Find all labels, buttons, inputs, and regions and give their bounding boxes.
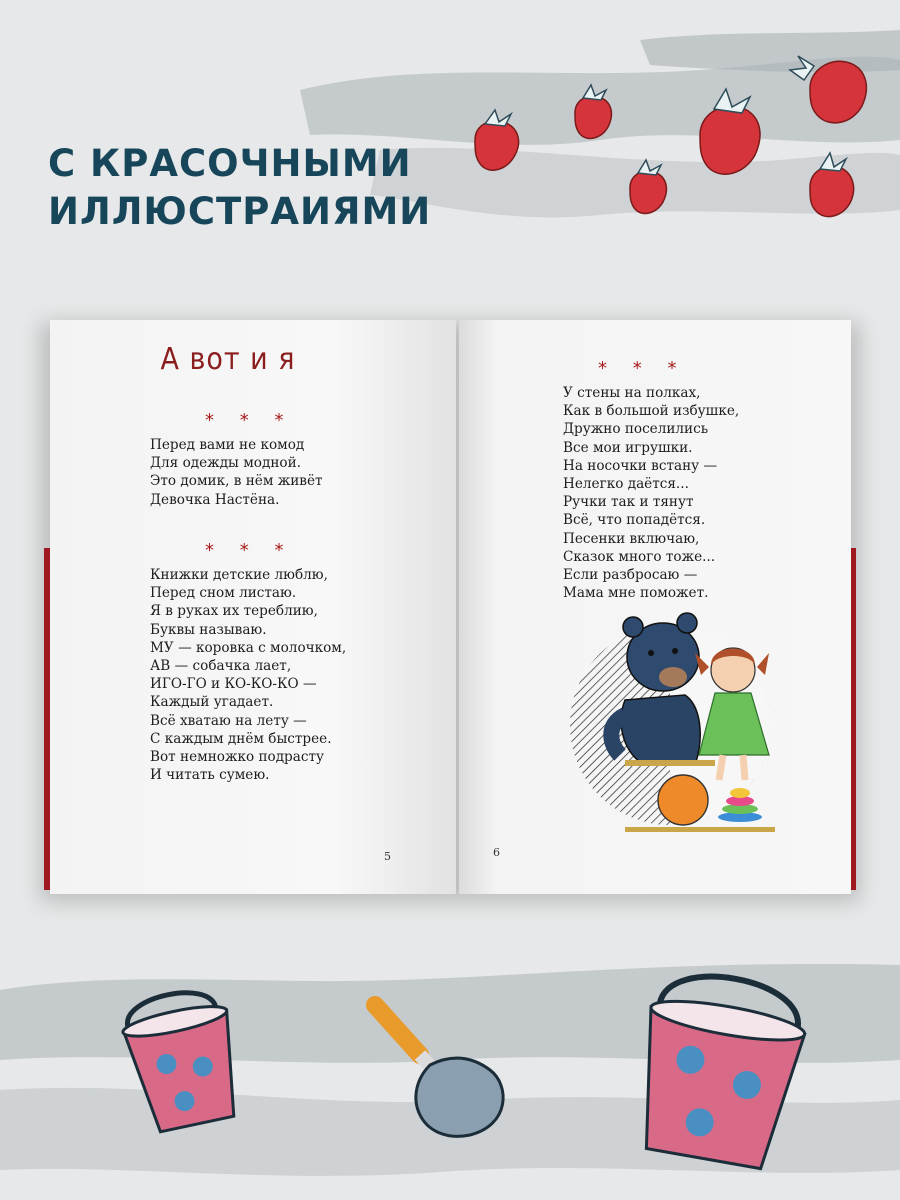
cover-edge-right (851, 548, 856, 890)
headline-line-2: ИЛЛЮСТРАИЯМИ (48, 190, 432, 233)
bucket-right (630, 955, 810, 1175)
page-number-left: 5 (384, 850, 391, 863)
poem-line: Песенки включаю, (563, 530, 700, 547)
shovel (360, 985, 520, 1155)
poem-line: Для одежды модной. (150, 455, 301, 472)
poem-line: МУ — коровка с молочком, (150, 639, 347, 656)
poem-line: Всё, что попадётся. (563, 512, 706, 529)
poem-line: Я в руках их тереблию, (150, 603, 318, 620)
ball-icon (658, 775, 708, 825)
stars-divider: * * * (205, 540, 294, 561)
strawberry-icon (475, 110, 519, 170)
stars-divider: * * * (205, 410, 294, 431)
poem-title: А вот и я (160, 342, 296, 377)
poem-line: Ручки так и тянут (563, 494, 694, 511)
strawberry-icon (790, 56, 866, 123)
poem-line: Каждый угадает. (150, 694, 274, 711)
poem-line: Перед сном листаю. (150, 585, 297, 602)
strawberries-illustration (460, 40, 900, 240)
poem-line: На носочки встану — (563, 457, 718, 474)
toys-illustration (555, 605, 785, 865)
headline-line-1: С КРАСОЧНЫМИ (48, 142, 412, 185)
strawberry-icon (630, 160, 666, 213)
poem-stanza (563, 384, 739, 602)
poem-line: Буквы называю. (150, 621, 267, 638)
stars-divider: * * * (598, 358, 687, 379)
strawberry-icon (700, 89, 760, 174)
poem-line: С каждым днём быстрее. (150, 730, 332, 747)
poem-line: Дружно поселились (563, 421, 709, 438)
bucket-left (120, 975, 250, 1135)
bucket-icon (120, 983, 248, 1135)
poem-line: Всё хватаю на лету — (150, 712, 307, 729)
strawberry-icon (575, 85, 611, 138)
bucket-icon (630, 965, 810, 1172)
poem-line: ИГО-ГО и КО-КО-КО — (150, 676, 317, 693)
poem-line: Если разбросаю — (563, 567, 698, 584)
poem-stanza (150, 436, 323, 509)
poem-line: Нелегко даётся... (563, 476, 689, 493)
poem-line: АВ — собачка лает, (150, 658, 292, 675)
poem-line: Вот немножко подрасту (150, 749, 324, 766)
poem-stanza (150, 566, 346, 784)
shovel-icon (375, 1005, 503, 1136)
poem-line: И читать сумею. (150, 767, 270, 784)
poem-line: Это домик, в нём живёт (150, 473, 323, 490)
poem-line: Мама мне поможет. (563, 585, 709, 602)
poem-line: Девочка Настёна. (150, 491, 280, 508)
poem-line: Книжки детские люблю, (150, 567, 328, 583)
poem-line: У стены на полках, (563, 385, 701, 401)
page-number-right: 6 (493, 846, 500, 859)
poem-line: Как в большой избушке, (563, 403, 740, 420)
poem-line: Сказок много тоже... (563, 548, 716, 565)
headline (48, 140, 431, 236)
poem-line: Перед вами не комод (150, 437, 305, 453)
strawberry-icon (810, 153, 854, 217)
poem-line: Все мои игрушки. (563, 439, 693, 456)
